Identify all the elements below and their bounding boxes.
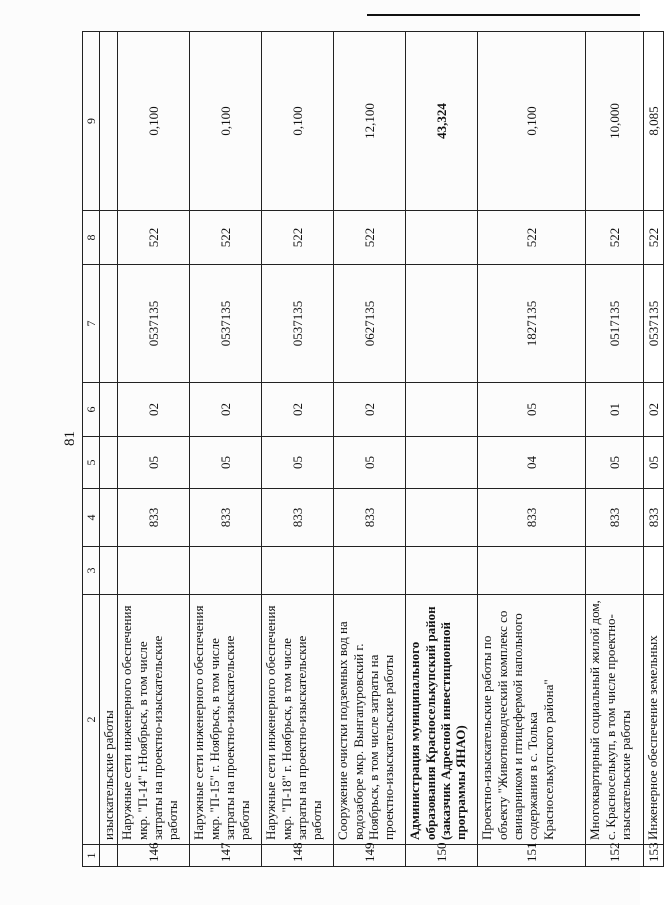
col7-value bbox=[406, 265, 478, 383]
col4-value: 833 bbox=[334, 489, 406, 547]
col9-value: 8,085 bbox=[644, 32, 664, 211]
row-number: 151 bbox=[478, 845, 586, 867]
col8-value: 522 bbox=[334, 211, 406, 265]
table-body bbox=[118, 32, 664, 867]
col8-value: 522 bbox=[586, 211, 644, 265]
col4-value: 833 bbox=[118, 489, 190, 547]
col8-value: 522 bbox=[190, 211, 262, 265]
table-row bbox=[406, 32, 478, 867]
col9-value: 0,100 bbox=[478, 32, 586, 211]
col5-value: 05 bbox=[586, 437, 644, 489]
row-number: 149 bbox=[334, 845, 406, 867]
row-number: 153 bbox=[644, 845, 664, 867]
table-row bbox=[262, 32, 334, 867]
table-row bbox=[334, 32, 406, 867]
col5-value: 05 bbox=[262, 437, 334, 489]
row-number: 152 bbox=[586, 845, 644, 867]
col8-value: 522 bbox=[118, 211, 190, 265]
col-header: 7 bbox=[83, 265, 100, 383]
table-row bbox=[190, 32, 262, 867]
col6-value: 02 bbox=[118, 383, 190, 437]
col-header: 6 bbox=[83, 383, 100, 437]
col5-value bbox=[406, 437, 478, 489]
table-row bbox=[586, 32, 644, 867]
col9-value: 43,324 bbox=[406, 32, 478, 211]
header-rule bbox=[367, 14, 640, 16]
col7-value: 0537135 bbox=[262, 265, 334, 383]
row-description: Наружные сети инженерного обеспечения мкр. "П-15" г. Ноябрьск, в том числе затраты на проектно-изыскательские работы bbox=[190, 595, 262, 845]
budget-table-rotated bbox=[82, 32, 662, 867]
col3-value bbox=[478, 547, 586, 595]
col-header: 4 bbox=[83, 489, 100, 547]
col7-value: 0627135 bbox=[334, 265, 406, 383]
col6-value bbox=[406, 383, 478, 437]
continuation-text: изыскательские работы bbox=[100, 595, 118, 845]
col5-value: 05 bbox=[334, 437, 406, 489]
col7-value: 0537135 bbox=[644, 265, 664, 383]
col-header: 9 bbox=[83, 32, 100, 211]
column-header-row bbox=[83, 32, 100, 867]
row-description: Инженерное обеспечение земельных bbox=[644, 595, 664, 845]
col4-value: 833 bbox=[586, 489, 644, 547]
col7-value: 1827135 bbox=[478, 265, 586, 383]
col6-value: 02 bbox=[334, 383, 406, 437]
col5-value: 04 bbox=[478, 437, 586, 489]
table-row bbox=[478, 32, 586, 867]
col9-value: 0,100 bbox=[262, 32, 334, 211]
col8-value: 522 bbox=[644, 211, 664, 265]
col6-value: 02 bbox=[262, 383, 334, 437]
col8-value: 522 bbox=[478, 211, 586, 265]
col6-value: 02 bbox=[190, 383, 262, 437]
row-number: 146 bbox=[118, 845, 190, 867]
col5-value: 05 bbox=[190, 437, 262, 489]
col4-value: 833 bbox=[478, 489, 586, 547]
row-description: Многоквартирный социальный жилой дом, с. Красноселькуп, в том числе проектно-изыскательские работы bbox=[586, 595, 644, 845]
col-header: 1 bbox=[83, 845, 100, 867]
col6-value: 05 bbox=[478, 383, 586, 437]
row-number: 148 bbox=[262, 845, 334, 867]
col5-value: 05 bbox=[644, 437, 664, 489]
row-description: Администрация муниципального образования Красноселькупский район (заказчик Адресной инвестиционной программы ЯНАО) bbox=[406, 595, 478, 845]
col3-value bbox=[334, 547, 406, 595]
col4-value: 833 bbox=[644, 489, 664, 547]
row-description: Проектно-изыскательские работы по объекту "Животноводческий комплекс со свинарником и птицефермой напольного содержания в с. Толька Красноселькупского района" bbox=[478, 595, 586, 845]
col3-value bbox=[586, 547, 644, 595]
col7-value: 0537135 bbox=[118, 265, 190, 383]
continuation-row bbox=[100, 32, 118, 867]
col9-value: 12,100 bbox=[334, 32, 406, 211]
table-row bbox=[644, 32, 664, 867]
col3-value bbox=[644, 547, 664, 595]
col-header: 2 bbox=[83, 595, 100, 845]
col-header: 3 bbox=[83, 547, 100, 595]
col8-value: 522 bbox=[262, 211, 334, 265]
col9-value: 0,100 bbox=[118, 32, 190, 211]
row-number: 150 bbox=[406, 845, 478, 867]
col6-value: 01 bbox=[586, 383, 644, 437]
col3-value bbox=[190, 547, 262, 595]
col3-value bbox=[406, 547, 478, 595]
col7-value: 0537135 bbox=[190, 265, 262, 383]
col9-value: 10,000 bbox=[586, 32, 644, 211]
row-description: Наружные сети инженерного обеспечения мкр. "П-18" г. Ноябрьск, в том числе затраты на проектно-изыскательские работы bbox=[262, 595, 334, 845]
col3-value bbox=[262, 547, 334, 595]
row-description: Наружные сети инженерного обеспечения мкр. "П-14" г.Ноябрьск, в том числе затраты на проектно-изыскательские работы bbox=[118, 595, 190, 845]
col-header: 5 bbox=[83, 437, 100, 489]
col3-value bbox=[118, 547, 190, 595]
row-description: Сооружение очистки подземных вод на водозаборе мкр. Вынгапуровский г. Ноябрьск, в том числе затраты на проектно-изыскательские работы bbox=[334, 595, 406, 845]
page-number: 81 bbox=[62, 431, 78, 446]
col9-value: 0,100 bbox=[190, 32, 262, 211]
col-header: 8 bbox=[83, 211, 100, 265]
col7-value: 0517135 bbox=[586, 265, 644, 383]
col4-value: 833 bbox=[262, 489, 334, 547]
col4-value: 833 bbox=[190, 489, 262, 547]
col6-value: 02 bbox=[644, 383, 664, 437]
table-row bbox=[118, 32, 190, 867]
col4-value bbox=[406, 489, 478, 547]
budget-table bbox=[82, 31, 664, 867]
col8-value bbox=[406, 211, 478, 265]
row-number: 147 bbox=[190, 845, 262, 867]
col5-value: 05 bbox=[118, 437, 190, 489]
